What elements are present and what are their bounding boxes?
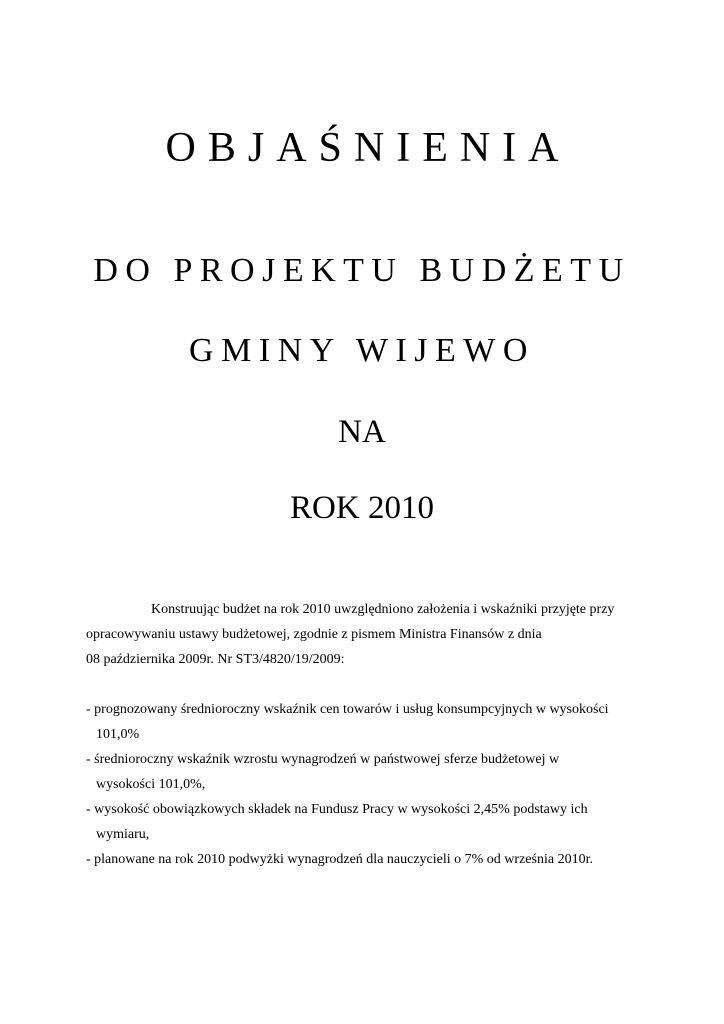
list-item-continuation: wysokości 101,0%, bbox=[96, 777, 206, 792]
intro-line-1: Konstruując budżet na rok 2010 uwzględniono założenia i wskaźniki przyjęte przy bbox=[151, 602, 615, 617]
list-item-text: - wysokość obowiązkowych składek na Fundusz Pracy w wysokości 2,45% podstawy ich bbox=[86, 802, 588, 817]
list-item-text: - średnioroczny wskaźnik wzrostu wynagrodzeń w państwowej sferze budżetowej w bbox=[86, 752, 560, 767]
list-item-continuation: wymiaru, bbox=[96, 827, 150, 842]
intro-line-3: 08 października 2009r. Nr ST3/4820/19/2009: bbox=[86, 652, 345, 667]
document-subtitle-line2: GMINY WIJEWO bbox=[189, 332, 535, 369]
list-item-text: - prognozowany średnioroczny wskaźnik cen towarów i usług konsumpcyjnych w wysokości bbox=[86, 702, 609, 717]
document-title: OBJAŚNIENIA bbox=[165, 125, 571, 171]
document-subtitle-line4: ROK 2010 bbox=[290, 490, 434, 526]
list-item bbox=[86, 847, 656, 872]
list-item-text: - planowane na rok 2010 podwyżki wynagrodzeń dla nauczycieli o 7% od września 2010r. bbox=[86, 852, 593, 867]
document-body bbox=[86, 597, 656, 872]
intro-line-2: opracowywaniu ustawy budżetowej, zgodnie z pismem Ministra Finansów z dnia bbox=[86, 627, 542, 642]
list-item bbox=[86, 747, 656, 797]
document-subtitle-line1: DO PROJEKTU BUDŻETU bbox=[93, 252, 631, 289]
document-subtitle-line3: NA bbox=[338, 414, 386, 450]
list-item bbox=[86, 797, 656, 847]
list-item bbox=[86, 697, 656, 747]
paragraph-gap bbox=[86, 672, 656, 697]
list-item-continuation: 101,0% bbox=[96, 727, 140, 742]
